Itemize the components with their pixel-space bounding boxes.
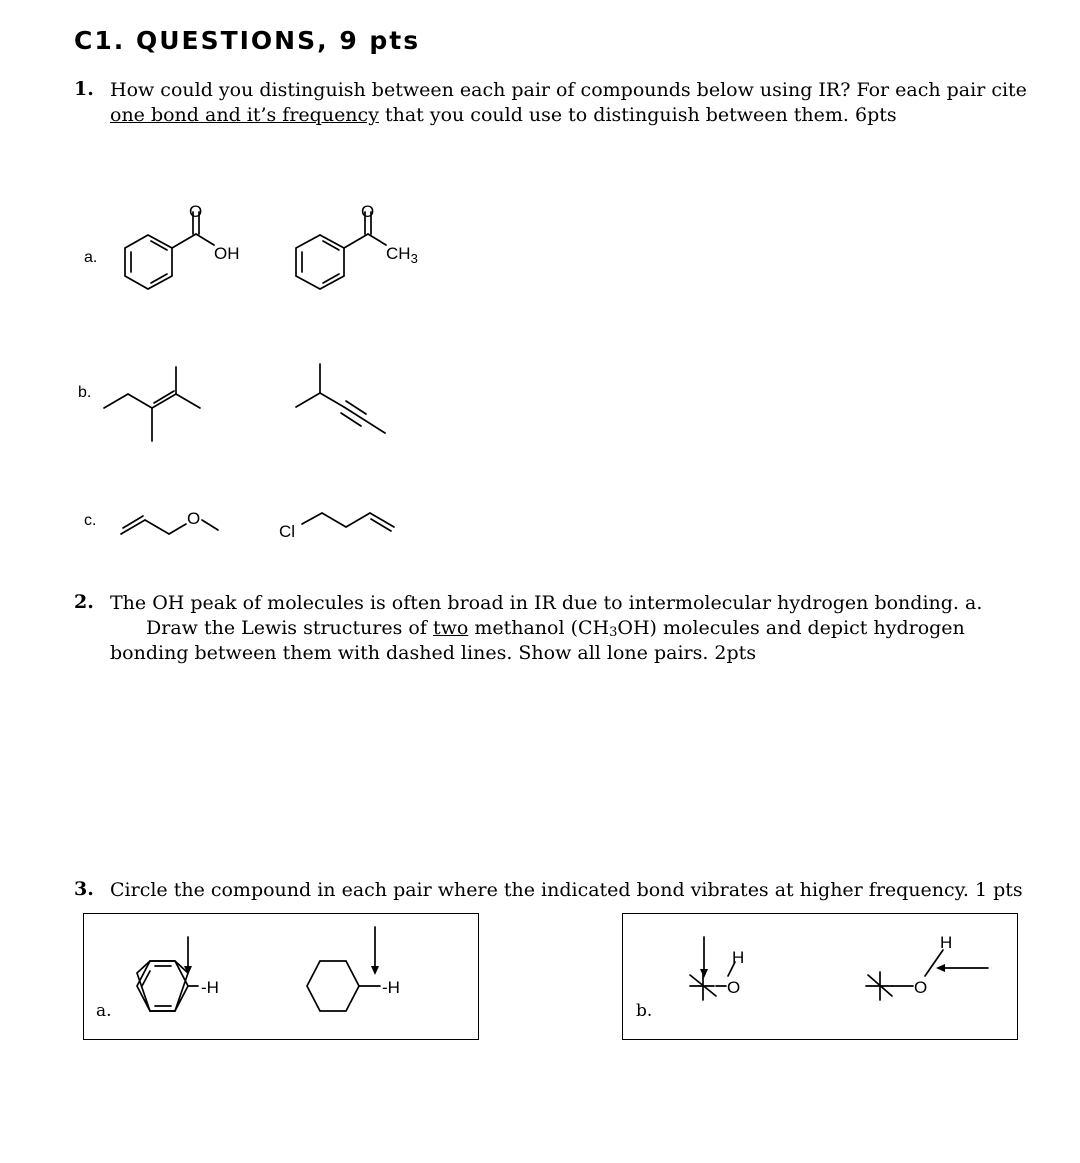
atom-o-3b1: O <box>727 978 741 997</box>
benzoic-acid-structure <box>125 212 214 289</box>
q2-line2-post-a: methanol (CH <box>468 617 610 639</box>
atom-ch3-subscript: 3 <box>410 251 418 266</box>
atom-cl-1c2: Cl <box>279 522 296 541</box>
q3-label-a: a. <box>96 1001 112 1021</box>
atom-h-3b2: H <box>940 933 953 952</box>
atom-h-3a1: -H <box>201 978 219 997</box>
atom-o-3b2: O <box>914 978 928 997</box>
chloroalkene-structure <box>302 513 394 531</box>
q3-label-b: b. <box>636 1001 653 1021</box>
q1-underlined: one bond and it’s frequency <box>110 104 379 126</box>
atom-oh-1a1: OH <box>214 244 240 263</box>
q1-label-c: c. <box>84 512 97 529</box>
q3-box-b <box>622 913 1018 1040</box>
allyl-ether-structure <box>121 516 218 534</box>
q2-underlined: two <box>432 617 469 639</box>
acetophenone-structure <box>296 212 386 289</box>
atom-o-1a1: O <box>189 202 203 221</box>
q3-text: Circle the compound in each pair where the indicated bond vibrates at higher frequency. 1 pts <box>110 879 1023 901</box>
q3-box-a <box>83 913 479 1040</box>
q3-number: 3. <box>74 878 94 900</box>
q2-number: 2. <box>74 591 94 613</box>
alkyne-structure <box>296 364 385 433</box>
q1-label-b: b. <box>78 384 92 401</box>
q2-subscript: 3 <box>609 625 618 640</box>
atom-ch3-1a2 <box>386 244 418 266</box>
q1-number: 1. <box>74 78 94 100</box>
q2-line1: The OH peak of molecules is often broad in IR due to intermolecular hydrogen bonding. a. <box>110 592 983 614</box>
atom-ch-text: CH <box>386 244 411 263</box>
atom-h-3b1: H <box>732 948 745 967</box>
page-title: C1. QUESTIONS, 9 pts <box>74 26 421 55</box>
q2-line2-pre: Draw the Lewis structures of <box>146 617 433 639</box>
atom-o-1a2: O <box>361 202 375 221</box>
q2-line2-post-b: OH) molecules and depict hydrogen <box>617 617 965 639</box>
q1-label-a: a. <box>84 249 98 266</box>
q2-line3: bonding between them with dashed lines. Show all lone pairs. 2pts <box>110 642 757 664</box>
q1-line2-rest: that you could use to distinguish between them. 6pts <box>378 104 897 126</box>
q1-line1: How could you distinguish between each pair of compounds below using IR? For each pair cite <box>110 79 1027 101</box>
alkene-structure <box>104 367 200 441</box>
atom-h-3a2: -H <box>382 978 400 997</box>
atom-o-1c1: O <box>187 509 201 528</box>
